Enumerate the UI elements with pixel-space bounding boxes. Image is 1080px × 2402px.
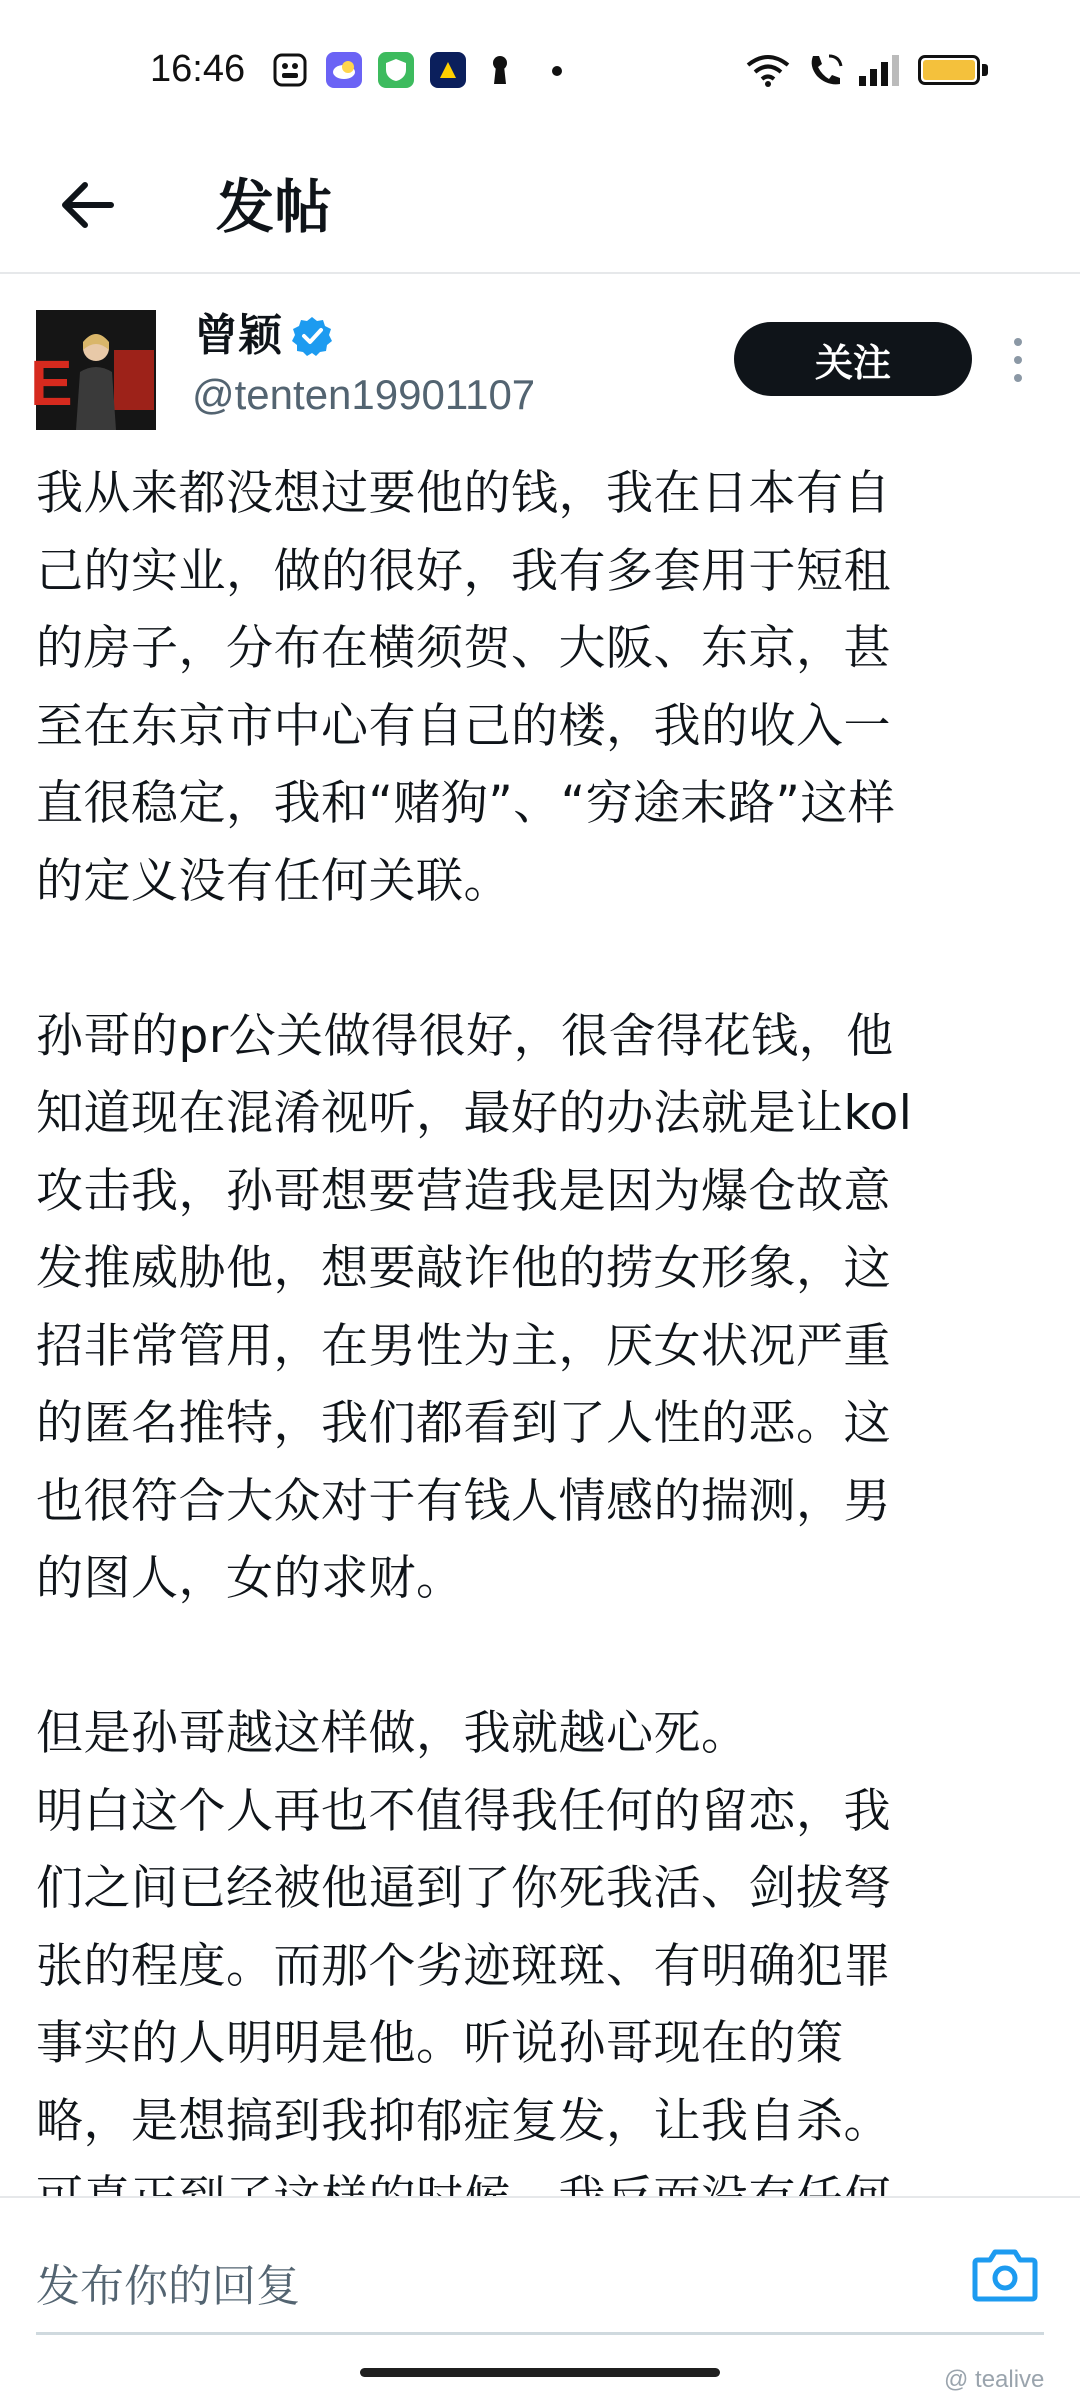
post-line: 略，是想搞到我抑郁症复发，让我自杀。 [36, 2093, 891, 2149]
more-vertical-icon[interactable] [1000, 332, 1036, 388]
paragraph-gap [36, 920, 1066, 998]
paragraph-gap [36, 1618, 1066, 1696]
status-bar [0, 0, 1080, 140]
post-line: 们之间已经被他逼到了你死我活、剑拔弩 [36, 1861, 891, 1916]
status-time: 16:46 [150, 48, 246, 90]
back-button[interactable] [52, 170, 122, 240]
post-line: 己的实业，做的很好，我有多套用于短租 [36, 543, 891, 599]
follow-button[interactable]: 关注 [734, 322, 972, 396]
reply-input[interactable]: 发布你的回复 [36, 2261, 300, 2312]
post-line: 但是孙哥越这样做，我就越心死。 [36, 1706, 749, 1761]
post-line: 孙哥的pr公关做得很好，很舍得花钱，他 [36, 1008, 894, 1064]
verified-badge-icon [292, 316, 332, 356]
shield-icon [378, 52, 414, 88]
author-handle[interactable]: @tenten19901107 [192, 371, 536, 418]
home-indicator[interactable] [360, 2368, 720, 2377]
post-line: 的房子，分布在横须贺、大阪、东京，甚 [36, 621, 891, 676]
post-body [36, 455, 1066, 2195]
notification-dot-icon [552, 66, 562, 76]
battery-cap [982, 64, 988, 76]
battery-level [923, 60, 975, 80]
post-line: 的图人，女的求财。 [36, 1551, 464, 1606]
wifi-call-icon [806, 52, 846, 88]
weather-icon [326, 52, 362, 88]
post-line: 明白这个人再也不值得我任何的留恋，我 [36, 1783, 891, 1839]
post-line: 的定义没有任何关联。 [36, 853, 511, 909]
post-line: 也很符合大众对于有钱人情感的揣测，男 [36, 1473, 891, 1529]
post-line: 至在东京市中心有自己的楼，我的收入一 [36, 698, 891, 754]
battery-icon [918, 55, 980, 85]
reply-underline [36, 2332, 1044, 2335]
keyhole-icon [482, 52, 518, 88]
post-line: 张的程度。而那个劣迹斑斑、有明确犯罪 [36, 1938, 891, 1994]
app-icon [272, 52, 308, 88]
watermark: @ tealive [944, 2366, 1045, 2393]
post-line: 事实的人明明是他。听说孙哥现在的策 [36, 2016, 844, 2071]
app-header [0, 140, 1080, 274]
post-line: 攻击我，孙哥想要营造我是因为爆仓故意 [36, 1163, 891, 1219]
wifi-icon [744, 52, 792, 88]
author-name[interactable]: 曾颖 [194, 310, 282, 361]
reply-bar [0, 2196, 1080, 2402]
app-icon [430, 52, 466, 88]
page-title: 发帖 [216, 173, 333, 241]
camera-icon[interactable] [972, 2244, 1042, 2306]
post-line: 知道现在混淆视听，最好的办法就是让kol [36, 1086, 913, 1141]
post-line: 我从来都没想过要他的钱，我在日本有自 [36, 466, 891, 521]
post-line: 招非常管用，在男性为主，厌女状况严重 [36, 1318, 891, 1374]
post-line: 的匿名推特，我们都看到了人性的恶。这 [36, 1396, 891, 1451]
svg-text:E: E [30, 347, 73, 419]
post-line: 发推威胁他，想要敲诈他的捞女形象，这 [36, 1241, 891, 1296]
back-arrow-icon [59, 181, 115, 229]
post-line: 直很稳定，我和“赌狗”、“穷途末路”这样 [36, 776, 896, 831]
avatar[interactable] [30, 310, 156, 430]
signal-icon [856, 52, 902, 88]
